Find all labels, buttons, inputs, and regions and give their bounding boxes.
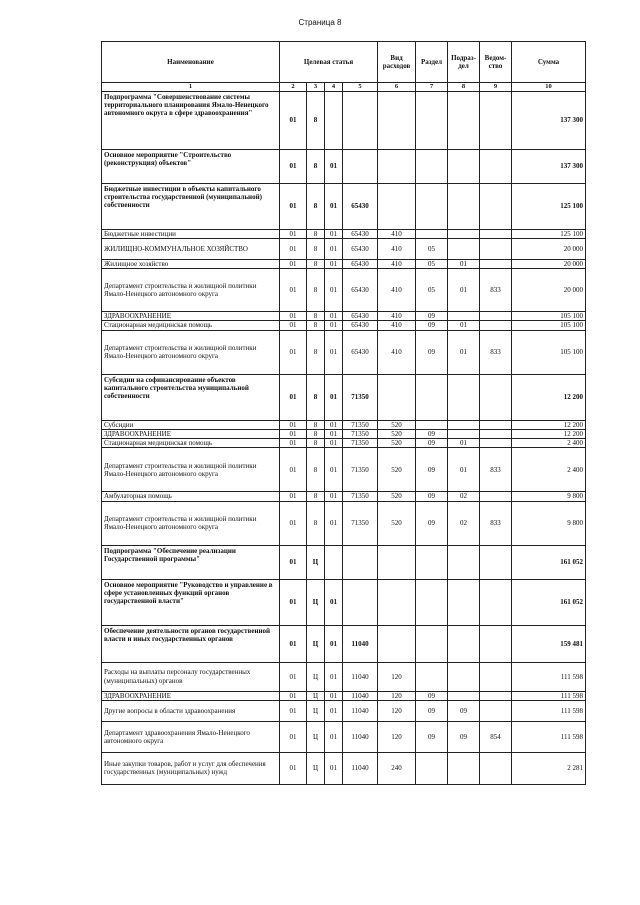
row-sum: 111 598 bbox=[512, 721, 586, 752]
code-program: 01 bbox=[280, 420, 307, 429]
table-row bbox=[102, 91, 586, 149]
code-direction: 65430 bbox=[343, 312, 378, 321]
subsection bbox=[448, 545, 480, 579]
department bbox=[480, 312, 512, 321]
code-event: 01 bbox=[325, 691, 343, 700]
row-sum: 2 281 bbox=[512, 752, 586, 784]
section: 09 bbox=[416, 700, 448, 721]
expense-type: 410 bbox=[378, 259, 416, 268]
table-header-row bbox=[102, 42, 586, 83]
code-direction: 11040 bbox=[343, 662, 378, 691]
row-sum: 105 100 bbox=[512, 321, 586, 330]
expense-type: 410 bbox=[378, 229, 416, 238]
code-direction: 11040 bbox=[343, 691, 378, 700]
code-event: 01 bbox=[325, 752, 343, 784]
row-name: ЗДРАВООХРАНЕНИЕ bbox=[102, 429, 280, 438]
code-subprogram: 8 bbox=[307, 330, 325, 374]
subsection: 09 bbox=[448, 700, 480, 721]
code-subprogram: 8 bbox=[307, 91, 325, 149]
code-subprogram: 8 bbox=[307, 149, 325, 183]
code-subprogram: 8 bbox=[307, 183, 325, 229]
header-name: Наименование bbox=[102, 42, 280, 83]
code-event: 01 bbox=[325, 439, 343, 448]
table-row bbox=[102, 330, 586, 374]
column-number: 8 bbox=[448, 83, 480, 92]
code-program: 01 bbox=[280, 439, 307, 448]
code-subprogram: 8 bbox=[307, 439, 325, 448]
code-program: 01 bbox=[280, 625, 307, 662]
code-event: 01 bbox=[325, 259, 343, 268]
code-direction: 65430 bbox=[343, 330, 378, 374]
header-sum: Сумма bbox=[512, 42, 586, 83]
code-program: 01 bbox=[280, 545, 307, 579]
code-direction: 11040 bbox=[343, 752, 378, 784]
row-sum: 161 052 bbox=[512, 545, 586, 579]
section bbox=[416, 752, 448, 784]
code-subprogram: 8 bbox=[307, 448, 325, 492]
section bbox=[416, 374, 448, 420]
code-direction: 71350 bbox=[343, 448, 378, 492]
expense-type bbox=[378, 183, 416, 229]
section: 09 bbox=[416, 429, 448, 438]
budget-table bbox=[101, 41, 586, 785]
code-direction: 65430 bbox=[343, 238, 378, 259]
column-number-row bbox=[102, 83, 586, 92]
subsection: 01 bbox=[448, 448, 480, 492]
subsection bbox=[448, 579, 480, 625]
department: 833 bbox=[480, 448, 512, 492]
row-name: Подпрограмма "Совершенствование системы территориального планирования Ямало-Ненецкого автономного округа в сфере здравоохранения" bbox=[102, 91, 280, 149]
subsection bbox=[448, 420, 480, 429]
section: 05 bbox=[416, 238, 448, 259]
table-row bbox=[102, 439, 586, 448]
row-name: Обеспечение деятельности органов государственной власти и иных государственных органов bbox=[102, 625, 280, 662]
department bbox=[480, 259, 512, 268]
code-subprogram: 8 bbox=[307, 492, 325, 501]
section: 09 bbox=[416, 321, 448, 330]
expense-type bbox=[378, 149, 416, 183]
code-subprogram: 8 bbox=[307, 501, 325, 545]
column-number: 10 bbox=[512, 83, 586, 92]
column-number: 3 bbox=[307, 83, 325, 92]
subsection bbox=[448, 752, 480, 784]
department bbox=[480, 662, 512, 691]
row-sum: 111 598 bbox=[512, 691, 586, 700]
section bbox=[416, 545, 448, 579]
code-event: 01 bbox=[325, 492, 343, 501]
code-direction: 71350 bbox=[343, 429, 378, 438]
row-sum: 12 200 bbox=[512, 374, 586, 420]
expense-type: 410 bbox=[378, 330, 416, 374]
column-number: 7 bbox=[416, 83, 448, 92]
code-event: 01 bbox=[325, 662, 343, 691]
department: 833 bbox=[480, 501, 512, 545]
table-body bbox=[102, 91, 586, 784]
section: 09 bbox=[416, 439, 448, 448]
department bbox=[480, 420, 512, 429]
section bbox=[416, 625, 448, 662]
code-program: 01 bbox=[280, 321, 307, 330]
table-row bbox=[102, 420, 586, 429]
row-name: Основное мероприятие "Строительство (реконструкция) объектов" bbox=[102, 149, 280, 183]
subsection bbox=[448, 691, 480, 700]
code-program: 01 bbox=[280, 259, 307, 268]
code-program: 01 bbox=[280, 700, 307, 721]
table-row bbox=[102, 721, 586, 752]
department bbox=[480, 229, 512, 238]
code-direction: 11040 bbox=[343, 625, 378, 662]
code-subprogram: 8 bbox=[307, 374, 325, 420]
header-subsection: Подраз-дел bbox=[448, 42, 480, 83]
section: 09 bbox=[416, 492, 448, 501]
table-row bbox=[102, 259, 586, 268]
department bbox=[480, 149, 512, 183]
table-row bbox=[102, 492, 586, 501]
table-row bbox=[102, 625, 586, 662]
code-event: 01 bbox=[325, 625, 343, 662]
department: 833 bbox=[480, 330, 512, 374]
department bbox=[480, 579, 512, 625]
department bbox=[480, 625, 512, 662]
department bbox=[480, 492, 512, 501]
expense-type: 120 bbox=[378, 662, 416, 691]
table-row bbox=[102, 238, 586, 259]
expense-type: 520 bbox=[378, 439, 416, 448]
row-sum: 2 400 bbox=[512, 439, 586, 448]
subsection bbox=[448, 229, 480, 238]
code-direction: 71350 bbox=[343, 492, 378, 501]
row-sum: 125 100 bbox=[512, 229, 586, 238]
code-program: 01 bbox=[280, 330, 307, 374]
row-sum: 9 800 bbox=[512, 501, 586, 545]
code-direction bbox=[343, 545, 378, 579]
subsection bbox=[448, 625, 480, 662]
code-event: 01 bbox=[325, 312, 343, 321]
code-subprogram: 8 bbox=[307, 429, 325, 438]
department bbox=[480, 700, 512, 721]
row-name: Департамент строительства и жилищной политики Ямало-Ненецкого автономного округа bbox=[102, 269, 280, 312]
header-expense-type: Вид расходов bbox=[378, 42, 416, 83]
code-subprogram: 8 bbox=[307, 312, 325, 321]
table-row bbox=[102, 183, 586, 229]
code-subprogram: Ц bbox=[307, 625, 325, 662]
row-sum: 125 100 bbox=[512, 183, 586, 229]
row-name: Субсидии bbox=[102, 420, 280, 429]
table-row bbox=[102, 374, 586, 420]
code-direction bbox=[343, 149, 378, 183]
code-subprogram: 8 bbox=[307, 321, 325, 330]
section bbox=[416, 149, 448, 183]
department: 854 bbox=[480, 721, 512, 752]
section: 09 bbox=[416, 448, 448, 492]
row-sum: 12 200 bbox=[512, 429, 586, 438]
row-name: Бюджетные инвестиции bbox=[102, 229, 280, 238]
code-direction bbox=[343, 579, 378, 625]
table-row bbox=[102, 691, 586, 700]
expense-type: 410 bbox=[378, 238, 416, 259]
section bbox=[416, 91, 448, 149]
code-event: 01 bbox=[325, 229, 343, 238]
table-row bbox=[102, 269, 586, 312]
code-subprogram: 8 bbox=[307, 259, 325, 268]
code-program: 01 bbox=[280, 752, 307, 784]
code-program: 01 bbox=[280, 269, 307, 312]
code-event: 01 bbox=[325, 721, 343, 752]
code-direction: 71350 bbox=[343, 420, 378, 429]
row-name: Иные закупки товаров, работ и услуг для обеспечения государственных (муниципальных) нужд bbox=[102, 752, 280, 784]
header-target-article: Целевая статья bbox=[280, 42, 378, 83]
code-direction: 11040 bbox=[343, 721, 378, 752]
row-sum: 2 400 bbox=[512, 448, 586, 492]
row-sum: 111 598 bbox=[512, 662, 586, 691]
department bbox=[480, 238, 512, 259]
code-program: 01 bbox=[280, 691, 307, 700]
subsection bbox=[448, 662, 480, 691]
code-subprogram: Ц bbox=[307, 721, 325, 752]
table-row bbox=[102, 501, 586, 545]
row-sum: 137 300 bbox=[512, 91, 586, 149]
expense-type: 520 bbox=[378, 501, 416, 545]
row-name: Другие вопросы в области здравоохранения bbox=[102, 700, 280, 721]
section: 09 bbox=[416, 691, 448, 700]
column-number: 5 bbox=[343, 83, 378, 92]
row-sum: 137 300 bbox=[512, 149, 586, 183]
department bbox=[480, 91, 512, 149]
subsection bbox=[448, 183, 480, 229]
expense-type: 120 bbox=[378, 721, 416, 752]
expense-type bbox=[378, 625, 416, 662]
row-sum: 20 000 bbox=[512, 269, 586, 312]
department bbox=[480, 691, 512, 700]
code-program: 01 bbox=[280, 229, 307, 238]
subsection: 02 bbox=[448, 492, 480, 501]
code-subprogram: Ц bbox=[307, 545, 325, 579]
page-number-label: Страница 8 bbox=[298, 18, 342, 27]
code-direction bbox=[343, 91, 378, 149]
department: 833 bbox=[480, 269, 512, 312]
department bbox=[480, 321, 512, 330]
expense-type bbox=[378, 374, 416, 420]
row-name: ЗДРАВООХРАНЕНИЕ bbox=[102, 312, 280, 321]
code-event: 01 bbox=[325, 429, 343, 438]
expense-type bbox=[378, 91, 416, 149]
row-sum: 20 000 bbox=[512, 238, 586, 259]
subsection bbox=[448, 374, 480, 420]
expense-type bbox=[378, 545, 416, 579]
expense-type: 120 bbox=[378, 691, 416, 700]
code-program: 01 bbox=[280, 238, 307, 259]
section bbox=[416, 420, 448, 429]
code-program: 01 bbox=[280, 579, 307, 625]
row-name: ЖИЛИЩНО-КОММУНАЛЬНОЕ ХОЗЯЙСТВО bbox=[102, 238, 280, 259]
section bbox=[416, 229, 448, 238]
column-number: 6 bbox=[378, 83, 416, 92]
code-event bbox=[325, 545, 343, 579]
expense-type: 520 bbox=[378, 492, 416, 501]
code-program: 01 bbox=[280, 149, 307, 183]
code-direction: 65430 bbox=[343, 259, 378, 268]
subsection: 01 bbox=[448, 259, 480, 268]
row-sum: 9 800 bbox=[512, 492, 586, 501]
code-direction: 71350 bbox=[343, 501, 378, 545]
code-direction: 65430 bbox=[343, 183, 378, 229]
row-name: ЗДРАВООХРАНЕНИЕ bbox=[102, 691, 280, 700]
table-row bbox=[102, 229, 586, 238]
code-subprogram: Ц bbox=[307, 691, 325, 700]
department bbox=[480, 545, 512, 579]
row-name: Расходы на выплаты персоналу государственных (муниципальных) органов bbox=[102, 662, 280, 691]
code-event: 01 bbox=[325, 238, 343, 259]
row-name: Бюджетные инвестиции в объекты капитального строительства государственной (муниципальной) собственности bbox=[102, 183, 280, 229]
expense-type: 410 bbox=[378, 312, 416, 321]
code-program: 01 bbox=[280, 501, 307, 545]
column-number: 9 bbox=[480, 83, 512, 92]
section: 05 bbox=[416, 259, 448, 268]
expense-type: 520 bbox=[378, 429, 416, 438]
code-program: 01 bbox=[280, 492, 307, 501]
table-row bbox=[102, 429, 586, 438]
section: 09 bbox=[416, 312, 448, 321]
row-name: Департамент строительства и жилищной политики Ямало-Ненецкого автономного округа bbox=[102, 330, 280, 374]
code-program: 01 bbox=[280, 183, 307, 229]
subsection bbox=[448, 91, 480, 149]
code-program: 01 bbox=[280, 312, 307, 321]
code-event: 01 bbox=[325, 330, 343, 374]
code-program: 01 bbox=[280, 91, 307, 149]
department bbox=[480, 183, 512, 229]
expense-type bbox=[378, 579, 416, 625]
header-department: Ведом-ство bbox=[480, 42, 512, 83]
department bbox=[480, 439, 512, 448]
expense-type: 240 bbox=[378, 752, 416, 784]
row-sum: 105 100 bbox=[512, 330, 586, 374]
code-event: 01 bbox=[325, 420, 343, 429]
code-direction: 71350 bbox=[343, 374, 378, 420]
code-program: 01 bbox=[280, 448, 307, 492]
code-subprogram: Ц bbox=[307, 752, 325, 784]
code-program: 01 bbox=[280, 374, 307, 420]
column-number: 2 bbox=[280, 83, 307, 92]
row-name: Департамент здравоохранения Ямало-Ненецкого автономного округа bbox=[102, 721, 280, 752]
header-section: Раздел bbox=[416, 42, 448, 83]
code-subprogram: Ц bbox=[307, 700, 325, 721]
expense-type: 520 bbox=[378, 420, 416, 429]
code-event: 01 bbox=[325, 700, 343, 721]
code-direction: 65430 bbox=[343, 229, 378, 238]
row-name: Подпрограмма "Обеспечение реализации Государственной программы" bbox=[102, 545, 280, 579]
section bbox=[416, 662, 448, 691]
code-direction: 65430 bbox=[343, 269, 378, 312]
row-name: Департамент строительства и жилищной политики Ямало-Ненецкого автономного округа bbox=[102, 448, 280, 492]
row-sum: 105 100 bbox=[512, 312, 586, 321]
row-sum: 111 598 bbox=[512, 700, 586, 721]
table-row bbox=[102, 545, 586, 579]
table-row bbox=[102, 149, 586, 183]
section: 09 bbox=[416, 501, 448, 545]
expense-type: 410 bbox=[378, 269, 416, 312]
code-event: 01 bbox=[325, 149, 343, 183]
expense-type: 410 bbox=[378, 321, 416, 330]
code-event: 01 bbox=[325, 579, 343, 625]
expense-type: 520 bbox=[378, 448, 416, 492]
section: 05 bbox=[416, 269, 448, 312]
code-program: 01 bbox=[280, 721, 307, 752]
department bbox=[480, 429, 512, 438]
row-name: Стационарная медицинская помощь bbox=[102, 439, 280, 448]
section bbox=[416, 183, 448, 229]
table-row bbox=[102, 662, 586, 691]
code-subprogram: Ц bbox=[307, 662, 325, 691]
subsection bbox=[448, 238, 480, 259]
section: 09 bbox=[416, 721, 448, 752]
column-number: 1 bbox=[102, 83, 280, 92]
column-number: 4 bbox=[325, 83, 343, 92]
table-row bbox=[102, 312, 586, 321]
subsection: 01 bbox=[448, 330, 480, 374]
code-event: 01 bbox=[325, 374, 343, 420]
code-event: 01 bbox=[325, 269, 343, 312]
row-sum: 12 200 bbox=[512, 420, 586, 429]
code-event bbox=[325, 91, 343, 149]
department bbox=[480, 374, 512, 420]
section bbox=[416, 579, 448, 625]
code-direction: 11040 bbox=[343, 700, 378, 721]
code-program: 01 bbox=[280, 429, 307, 438]
table-row bbox=[102, 700, 586, 721]
subsection: 02 bbox=[448, 501, 480, 545]
code-event: 01 bbox=[325, 321, 343, 330]
expense-type: 120 bbox=[378, 700, 416, 721]
code-program: 01 bbox=[280, 662, 307, 691]
code-subprogram: Ц bbox=[307, 579, 325, 625]
code-subprogram: 8 bbox=[307, 269, 325, 312]
code-event: 01 bbox=[325, 448, 343, 492]
code-direction: 65430 bbox=[343, 321, 378, 330]
row-sum: 20 000 bbox=[512, 259, 586, 268]
subsection bbox=[448, 149, 480, 183]
table-row bbox=[102, 579, 586, 625]
table-row bbox=[102, 321, 586, 330]
row-name: Департамент строительства и жилищной политики Ямало-Ненецкого автономного округа bbox=[102, 501, 280, 545]
row-name: Субсидии на софинансирование объектов капитального строительства муниципальной собственности bbox=[102, 374, 280, 420]
code-event: 01 bbox=[325, 501, 343, 545]
code-subprogram: 8 bbox=[307, 229, 325, 238]
subsection: 09 bbox=[448, 721, 480, 752]
subsection bbox=[448, 312, 480, 321]
row-name: Основное мероприятие "Руководство и управление в сфере установленных функций органов государственной власти" bbox=[102, 579, 280, 625]
row-name: Жилищное хозяйство bbox=[102, 259, 280, 268]
code-direction: 71350 bbox=[343, 439, 378, 448]
code-subprogram: 8 bbox=[307, 420, 325, 429]
row-sum: 159 481 bbox=[512, 625, 586, 662]
row-name: Стационарная медицинская помощь bbox=[102, 321, 280, 330]
code-event: 01 bbox=[325, 183, 343, 229]
row-sum: 161 052 bbox=[512, 579, 586, 625]
code-subprogram: 8 bbox=[307, 238, 325, 259]
section: 09 bbox=[416, 330, 448, 374]
table-row bbox=[102, 448, 586, 492]
table-row bbox=[102, 752, 586, 784]
subsection: 01 bbox=[448, 269, 480, 312]
department bbox=[480, 752, 512, 784]
subsection: 01 bbox=[448, 321, 480, 330]
subsection: 01 bbox=[448, 439, 480, 448]
row-name: Амбулаторная помощь bbox=[102, 492, 280, 501]
subsection bbox=[448, 429, 480, 438]
